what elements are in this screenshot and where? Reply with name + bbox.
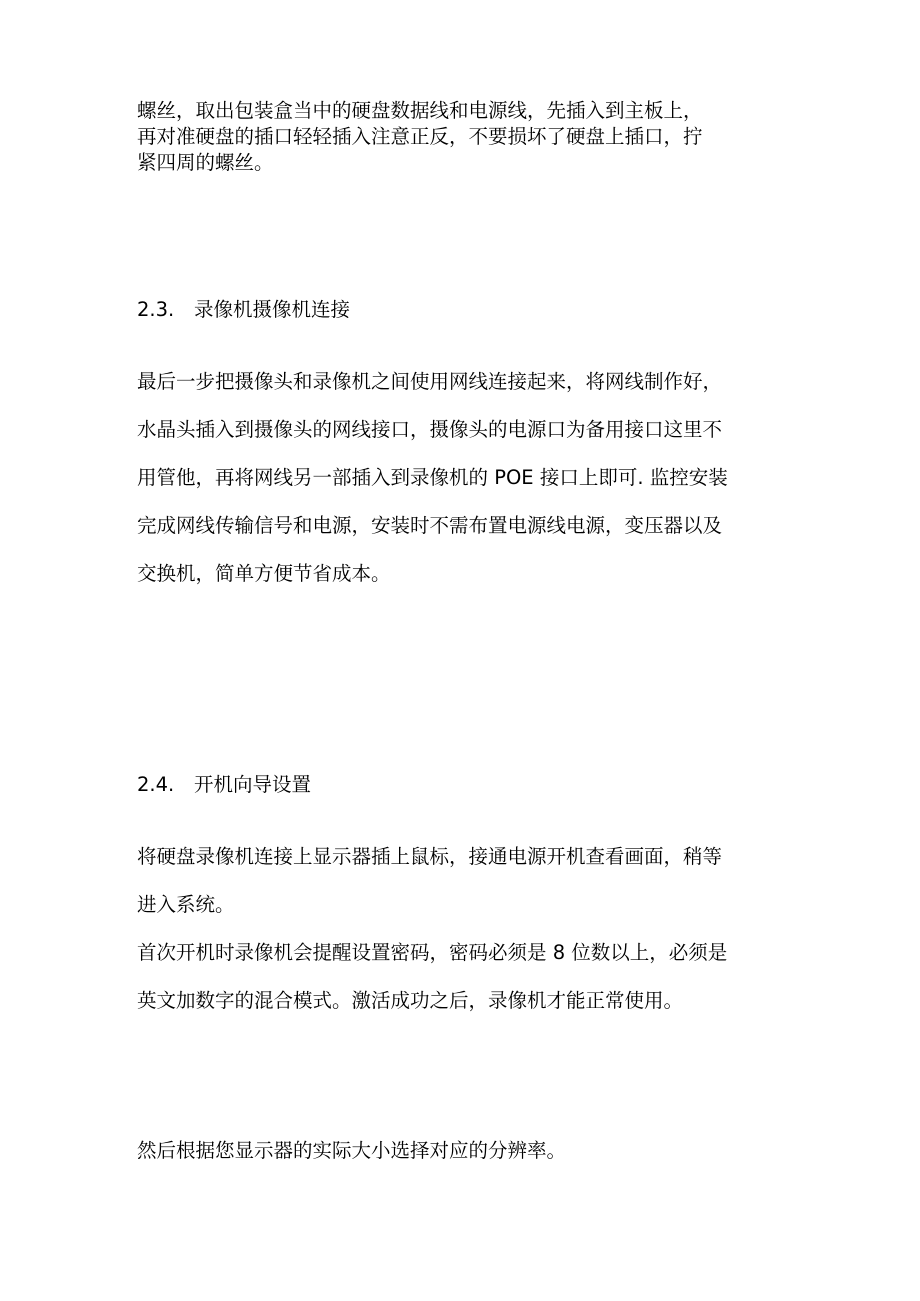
text-line: 英文加数字的混合模式。激活成功之后，录像机才能正常使用。 — [137, 989, 684, 1012]
text-line: 然后根据您显示器的实际大小选择对应的分辨率。 — [137, 1139, 567, 1162]
section-title: 录像机摄像机连接 — [194, 298, 351, 321]
text-line: 水晶头插入到摄像头的网线接口，摄像头的电源口为备用接口这里不 — [137, 418, 723, 441]
text-line: 完成网线传输信号和电源，安装时不需布置电源线电源，变压器以及 — [137, 514, 723, 537]
section-title: 开机向导设置 — [194, 773, 312, 796]
section-heading-2-4 — [137, 772, 311, 798]
section-2-4-paragraph — [137, 833, 817, 1025]
text-line: 紧四周的螺丝。 — [137, 151, 274, 174]
section-2-3-paragraph — [137, 358, 817, 598]
text-line: 螺丝，取出包装盒当中的硬盘数据线和电源线，先插入到主板上， — [137, 99, 703, 122]
text-line: 交换机，简单方便节省成本。 — [137, 562, 391, 585]
text-line: 将硬盘录像机连接上显示器插上鼠标，接通电源开机查看画面，稍等 — [137, 845, 723, 868]
closing-paragraph — [137, 1127, 817, 1175]
text-line: 进入系统。 — [137, 893, 235, 916]
text-line: 再对准硬盘的插口轻轻插入注意正反，不要损坏了硬盘上插口，拧 — [137, 125, 703, 148]
section-heading-2-3 — [137, 297, 350, 323]
section-number: 2.3. — [137, 298, 175, 321]
text-line: 最后一步把摄像头和录像机之间使用网线连接起来，将网线制作好， — [137, 370, 723, 393]
section-number: 2.4. — [137, 773, 175, 796]
text-line: 用管他，再将网线另一部插入到录像机的 POE 接口上即可. 监控安装 — [137, 466, 728, 489]
text-line: 首次开机时录像机会提醒设置密码，密码必须是 8 位数以上，必须是 — [137, 941, 728, 964]
intro-paragraph — [137, 98, 817, 176]
